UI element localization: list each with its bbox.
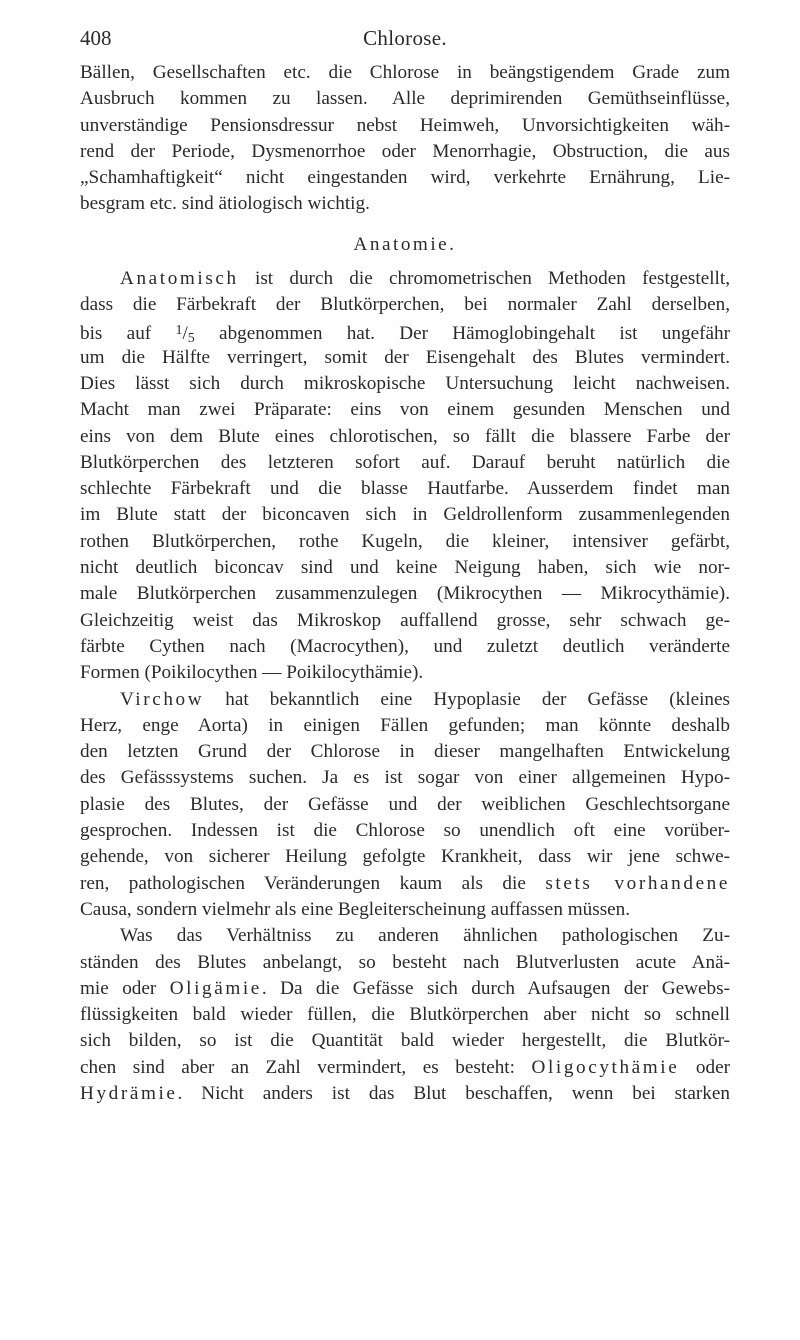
text-line: gesprochen. Indessen ist die Chlorose so unendlich oft eine vorüber- [80,820,730,842]
text-line: Formen (Poikilocythen — Poikilocythämie). [80,662,424,684]
text-fragment: mie oder [80,977,170,999]
text-line [80,266,730,292]
text-line: rothen Blutkörperchen, rothe Kugeln, die kleiner, intensiver gefärbt, [80,530,730,552]
text-line: plasie des Blutes, der Gefässe und der weiblichen Geschlechtsorgane [80,793,730,815]
text-line: Dies lässt sich durch mikroskopische Untersuchung leicht nachweisen. [80,372,730,394]
text-line: gehende, von sicherer Heilung gefolgte Krankheit, dass wir jene schwe- [80,846,730,868]
text-line [80,1055,730,1081]
fraction-denominator: 5 [187,331,195,345]
text-line: rend der Periode, Dysmenorrhoe oder Menorrhagie, Obstruction, die aus [80,140,730,162]
text-fragment: bis auf [80,323,176,345]
text-line: male Blutkörperchen zusammenzulegen (Mikrocythen — Mikrocythämie). [80,583,730,605]
body-text [80,60,730,1107]
text-fragment: . Da die Gefässe sich durch Aufsaugen der Gewebs- [261,977,730,999]
text-line: Gleichzeitig weist das Mikroskop auffallend grosse, sehr schwach ge- [80,609,730,631]
emphasized-word: Oligocythämie [531,1056,680,1078]
text-line: den letzten Grund der Chlorose in dieser mangelhaften Entwickelung [80,741,730,763]
text-line: Macht man zwei Präparate: eins von einem gesunden Menschen und [80,399,730,421]
text-line: Causa, sondern vielmehr als eine Begleiterscheinung auffassen müssen. [80,898,631,920]
emphasized-word: Anatomisch [120,267,239,289]
book-page [80,26,730,1107]
text-line: färbte Cythen nach (Macrocythen), und zuletzt deutlich veränderte [80,635,730,657]
text-line: eins von dem Blute eines chlorotischen, so fällt die blassere Farbe der [80,425,730,447]
text-fragment: . Nicht anders ist das Blut beschaffen, wenn bei starken [177,1082,730,1104]
paragraph-virchow [80,687,730,924]
text-line: besgram etc. sind ätiologisch wichtig. [80,193,370,215]
emphasized-word: Virchow [120,688,205,710]
text-line: Bällen, Gesellschaften etc. die Chlorose in beängstigendem Grade zum [80,62,730,83]
text-fragment: abgenommen hat. Der Hämoglobingehalt ist ungefähr [194,323,730,345]
text-line: unverständige Pensionsdressur nebst Heimweh, Unvorsichtigkeiten wäh- [80,114,730,136]
text-line [80,1081,730,1107]
text-line: nicht deutlich biconcav sind und keine Neigung haben, sich wie nor- [80,557,730,579]
section-heading: Anatomie. [353,233,457,255]
paragraph-anatomy [80,266,730,687]
text-line: dass die Färbekraft der Blutkörperchen, bei normaler Zahl derselben, [80,294,730,316]
text-line [80,318,730,344]
emphasized-word: stets vorhandene [545,872,730,894]
text-line: schlechte Färbekraft und die blasse Hautfarbe. Ausserdem findet man [80,478,730,500]
page-header [80,26,730,60]
text-line: „Schamhaftigkeit“ nicht eingestanden wird, verkehrte Ernährung, Lie- [80,167,730,189]
text-line: Ausbruch kommen zu lassen. Alle deprimirenden Gemüthseinflüsse, [80,88,730,110]
emphasized-word: Hydrämie [80,1082,178,1104]
text-line: sich bilden, so ist die Quantität bald wieder hergestellt, die Blutkör- [80,1030,730,1052]
text-fragment: ist durch die chromometrischen Methoden festgestellt, [238,267,730,289]
fraction-slash: / [182,323,188,345]
emphasized-word: Oligämie [169,977,262,999]
text-fragment: chen sind aber an Zahl vermindert, es besteht: [80,1056,532,1078]
text-line: um die Hälfte verringert, somit der Eisengehalt des Blutes vermindert. [80,346,730,368]
page-number: 408 [80,26,112,50]
text-line: des Gefässsystems suchen. Ja es ist sogar von einer allgemeinen Hypo- [80,767,730,789]
text-line [80,976,730,1002]
text-line: Herz, enge Aorta) in einigen Fällen gefunden; man könnte deshalb [80,714,730,736]
fraction-numerator: 1 [175,323,183,339]
text-fragment: ren, pathologischen Veränderungen kaum als die [80,872,546,894]
text-line [80,687,730,713]
paragraph-etiology [80,60,730,218]
paragraph-comparison [80,923,730,1107]
text-line [80,871,730,897]
text-fragment: oder [679,1056,730,1078]
text-line: flüssigkeiten bald wieder füllen, die Blutkörperchen aber nicht so schnell [80,1004,730,1026]
text-line: Was das Verhältniss zu anderen ähnlichen pathologischen Zu- [120,925,730,947]
text-fragment: hat bekanntlich eine Hypoplasie der Gefässe (kleines [204,688,730,710]
text-line: ständen des Blutes anbelangt, so besteht nach Blutverlusten acute Anä- [80,951,730,973]
running-title: Chlorose. [363,26,447,50]
text-line: im Blute statt der biconcaven sich in Geldrollenform zusammenlegenden [80,504,730,526]
text-line: Blutkörperchen des letzteren sofort auf. Darauf beruht natürlich die [80,451,730,473]
